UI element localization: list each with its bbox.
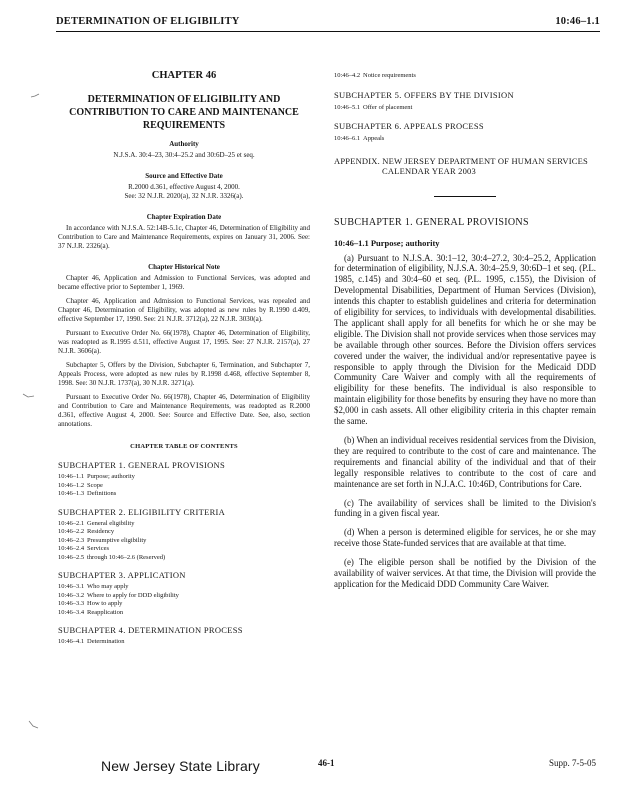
toc-subchapter-heading: SUBCHAPTER 6. APPEALS PROCESS: [334, 121, 484, 131]
expiration-heading: Chapter Expiration Date: [146, 213, 222, 221]
toc-entry[interactable]: [334, 72, 596, 81]
toc-entry-title: How to apply: [87, 600, 123, 607]
toc-entry[interactable]: [58, 600, 310, 609]
history-paragraph: Chapter 46, Application and Admission to Functional Services, was repealed and Chapter 46, Determination of Eligibility, was adopted as new rules by R.1990 d.409, effective September 17, 1990. See: 21 N.J.R. 3712(a), 22 N.J.R. 3030(a).: [58, 297, 310, 323]
running-head-section: 10:46–1.1: [555, 16, 600, 27]
margin-mark: [22, 392, 32, 400]
toc-appendix: APPENDIX. NEW JERSEY DEPARTMENT OF HUMAN SERVICES CALENDAR YEAR 2003: [334, 155, 588, 176]
toc-subchapter-heading: SUBCHAPTER 4. DETERMINATION PROCESS: [58, 625, 243, 635]
history-paragraph: Subchapter 5, Offers by the Division, Subchapter 6, Termination, and Subchapter 7, Appeals Process, were adopted as new rules by R.1998 d.468, effective September 8, 1998. See: 30 N.J.R. 1737(a), 30 N.J.R. 3271(a).: [58, 361, 310, 387]
history-paragraph: Chapter 46, Application and Admission to Functional Services, was adopted and became effective prior to September 1, 1969.: [58, 274, 310, 291]
toc-subchapter-heading: SUBCHAPTER 1. GENERAL PROVISIONS: [58, 460, 226, 470]
body-paragraph: (d) When a person is determined eligible for services, he or she may receive those State-funded services that are available at that time.: [334, 527, 596, 549]
toc-entry[interactable]: [58, 583, 310, 592]
toc-entry-title: Offer of placement: [363, 103, 413, 111]
history-heading: Chapter Historical Note: [148, 263, 220, 271]
toc-entry-number: 10:46–2.5: [58, 553, 85, 561]
toc-entry-title: Appeals: [363, 135, 385, 142]
running-head-title: DETERMINATION OF ELIGIBILITY: [56, 16, 240, 27]
toc-subchapter-4: [58, 625, 310, 647]
section-heading: 10:46–1.1 Purpose; authority: [334, 237, 440, 248]
toc-entry[interactable]: [58, 473, 310, 482]
body-paragraph: (a) Pursuant to N.J.S.A. 30:1–12, 30:4–27.2, 30:4–25.2, Application for determination of eligibility, N.J.S.A. 30:4–25.9, 30:6D–1 et seq. (P.L. 1985, c.145) and 30:4–60 et seq. (P.L. 1995, c.155), the Division of Developmental Disabilities, Department of Human Services (Division), intends this chapter to establish guidelines and criteria for determination of eligibility for services, to individuals with developmental disabilities. The applicant shall apply for all benefits for which he or she may be eligible. The Division shall not provide services when those services may be available through other sources. Before the Division offers services covered under the waiver, the individual and/or representative payee is responsible to apply through the Division for the Medicaid DDD Community Care Waiver and comply with all the requirements of eligibility for these benefits. The individual is also responsible to maintain eligibility for those benefits by ensuring they have no more than $2,000 in cash assets. All other eligibility criteria in this chapter remain the same.: [334, 252, 596, 427]
toc-entry-number: 10:46–1.1: [58, 473, 85, 480]
toc-entry[interactable]: [58, 554, 310, 563]
toc-subchapter-heading: SUBCHAPTER 2. ELIGIBILITY CRITERIA: [58, 506, 226, 517]
toc-entry[interactable]: [334, 135, 596, 144]
toc-entry[interactable]: [58, 609, 310, 618]
toc-entry-number: 10:46–6.1: [334, 135, 361, 142]
toc-continued: [334, 72, 596, 144]
toc-subchapter-2: [58, 507, 310, 563]
authority-heading: Authority: [169, 140, 199, 148]
toc-heading: CHAPTER TABLE OF CONTENTS: [130, 443, 238, 450]
toc-entry[interactable]: [58, 545, 310, 554]
toc-entry-title: Reapplication: [87, 608, 124, 616]
toc-entry-number: 10:46–5.1: [334, 103, 361, 111]
toc-entry-number: 10:46–3.1: [58, 583, 85, 590]
subchapter-heading: SUBCHAPTER 1. GENERAL PROVISIONS: [334, 216, 529, 228]
history-paragraph: Pursuant to Executive Order No. 66(1978), Chapter 46, Determination of Eligibility, was readopted as R.1995 d.511, effective August 17, 1995. See: 27 N.J.R. 2157(a), 27 N.J.R. 3606(a).: [58, 329, 310, 355]
source-heading: Source and Effective Date: [145, 172, 223, 180]
toc-entry[interactable]: [334, 104, 596, 113]
toc-entry-number: 10:46–3.3: [58, 600, 85, 607]
toc-entry-number: 10:46–4.1: [58, 638, 85, 645]
body-paragraph: (c) The availability of services shall be limited to the Division's funding in a given fiscal year.: [334, 497, 596, 519]
toc-entry-title: Purpose; authority: [87, 473, 135, 480]
right-column: [334, 72, 596, 595]
toc-entry[interactable]: [58, 638, 310, 647]
running-head: [56, 15, 600, 32]
chapter-title: DETERMINATION OF ELIGIBILITY AND CONTRIBUTION TO CARE AND MAINTENANCE REQUIREMENTS: [69, 94, 299, 131]
library-stamp: New Jersey State Library: [101, 758, 260, 774]
toc-entry-number: 10:46–4.2: [334, 72, 361, 79]
toc-entry-title: General eligibility: [87, 519, 135, 527]
toc-entry-title: Services: [87, 545, 110, 552]
history-notes: [58, 274, 310, 429]
toc-subchapter-3: [58, 570, 310, 617]
toc-entry-number: 10:46–2.2: [58, 528, 85, 535]
toc-entry-number: 10:46–2.4: [58, 545, 85, 552]
toc-entry-number: 10:46–1.3: [58, 490, 85, 497]
toc-entry[interactable]: [58, 520, 310, 529]
toc-entry-title: Definitions: [87, 490, 117, 497]
source-text-2: See: 32 N.J.R. 2020(a), 32 N.J.R. 3326(a).: [124, 192, 244, 200]
page-number: 46-1: [318, 758, 335, 768]
toc-entry-number: 10:46–3.2: [58, 591, 85, 599]
toc-entry-title: through 10:46–2.6 (Reserved): [87, 553, 166, 561]
source-text-1: R.2000 d.361, effective August 4, 2000.: [128, 183, 240, 191]
toc-entry-title: Scope: [87, 481, 103, 489]
toc-entry-number: 10:46–3.4: [58, 608, 85, 616]
expiration-text: In accordance with N.J.S.A. 52:14B-5.1c, Chapter 46, Determination of Eligibility and Contribution to Care and Maintenance Requirements, expires on January 31, 2006. See: 37 N.J.R. 2326(a).: [58, 224, 310, 250]
history-paragraph: Pursuant to Executive Order No. 66(1978), Chapter 46, Determination of Eligibility and Contribution to Care and Maintenance Requirements, was readopted as R.2000 d.361, effective August 4, 2000. See: Source and Effective Date. See, also, section annotations.: [58, 393, 310, 428]
section-divider: [434, 196, 496, 197]
toc-entry-number: 10:46–1.2: [58, 481, 85, 489]
chapter-number: CHAPTER 46: [151, 70, 217, 81]
toc-entry[interactable]: [58, 528, 310, 537]
toc-entry-title: Where to apply for DDD eligibility: [87, 591, 179, 599]
toc-entry[interactable]: [58, 482, 310, 491]
supplement-date: Supp. 7-5-05: [549, 758, 596, 768]
toc-subchapter-heading: SUBCHAPTER 5. OFFERS BY THE DIVISION: [334, 89, 514, 100]
toc-entry-title: Determination: [87, 638, 125, 645]
toc-entry[interactable]: [58, 490, 310, 499]
authority-text: N.J.S.A. 30:4–23, 30:4–25.2 and 30:6D–25 et seq.: [113, 151, 255, 159]
toc-entry[interactable]: [58, 537, 310, 546]
margin-mark: [30, 92, 40, 100]
toc-entry-title: Who may apply: [87, 583, 129, 590]
toc-subchapter-1: [58, 460, 310, 499]
body-paragraph: (b) When an individual receives residential services from the Division, they are required to contribute to the cost of care and maintenance. The requirements and financial ability of the individual and that of their legally responsible relatives to contribute to the cost of care and maintenance are set forth in N.J.A.C. 10:46D, Contributions for Care.: [334, 435, 596, 489]
toc-entry[interactable]: [58, 592, 310, 601]
toc-entry-title: Residency: [87, 528, 115, 535]
body-paragraph: (e) The eligible person shall be notified by the Division of the availability of waiver services. At that time, the Division will provide the application for the Medicaid DDD Community Care Waiver.: [334, 557, 596, 589]
left-column: [58, 70, 310, 647]
toc-entry-number: 10:46–2.3: [58, 536, 85, 544]
toc-subchapter-heading: SUBCHAPTER 3. APPLICATION: [58, 570, 186, 580]
toc-entry-title: Notice requirements: [363, 72, 416, 79]
toc-entry-title: Presumptive eligibility: [87, 536, 147, 544]
margin-mark: [28, 720, 38, 728]
toc-entry-number: 10:46–2.1: [58, 519, 85, 527]
